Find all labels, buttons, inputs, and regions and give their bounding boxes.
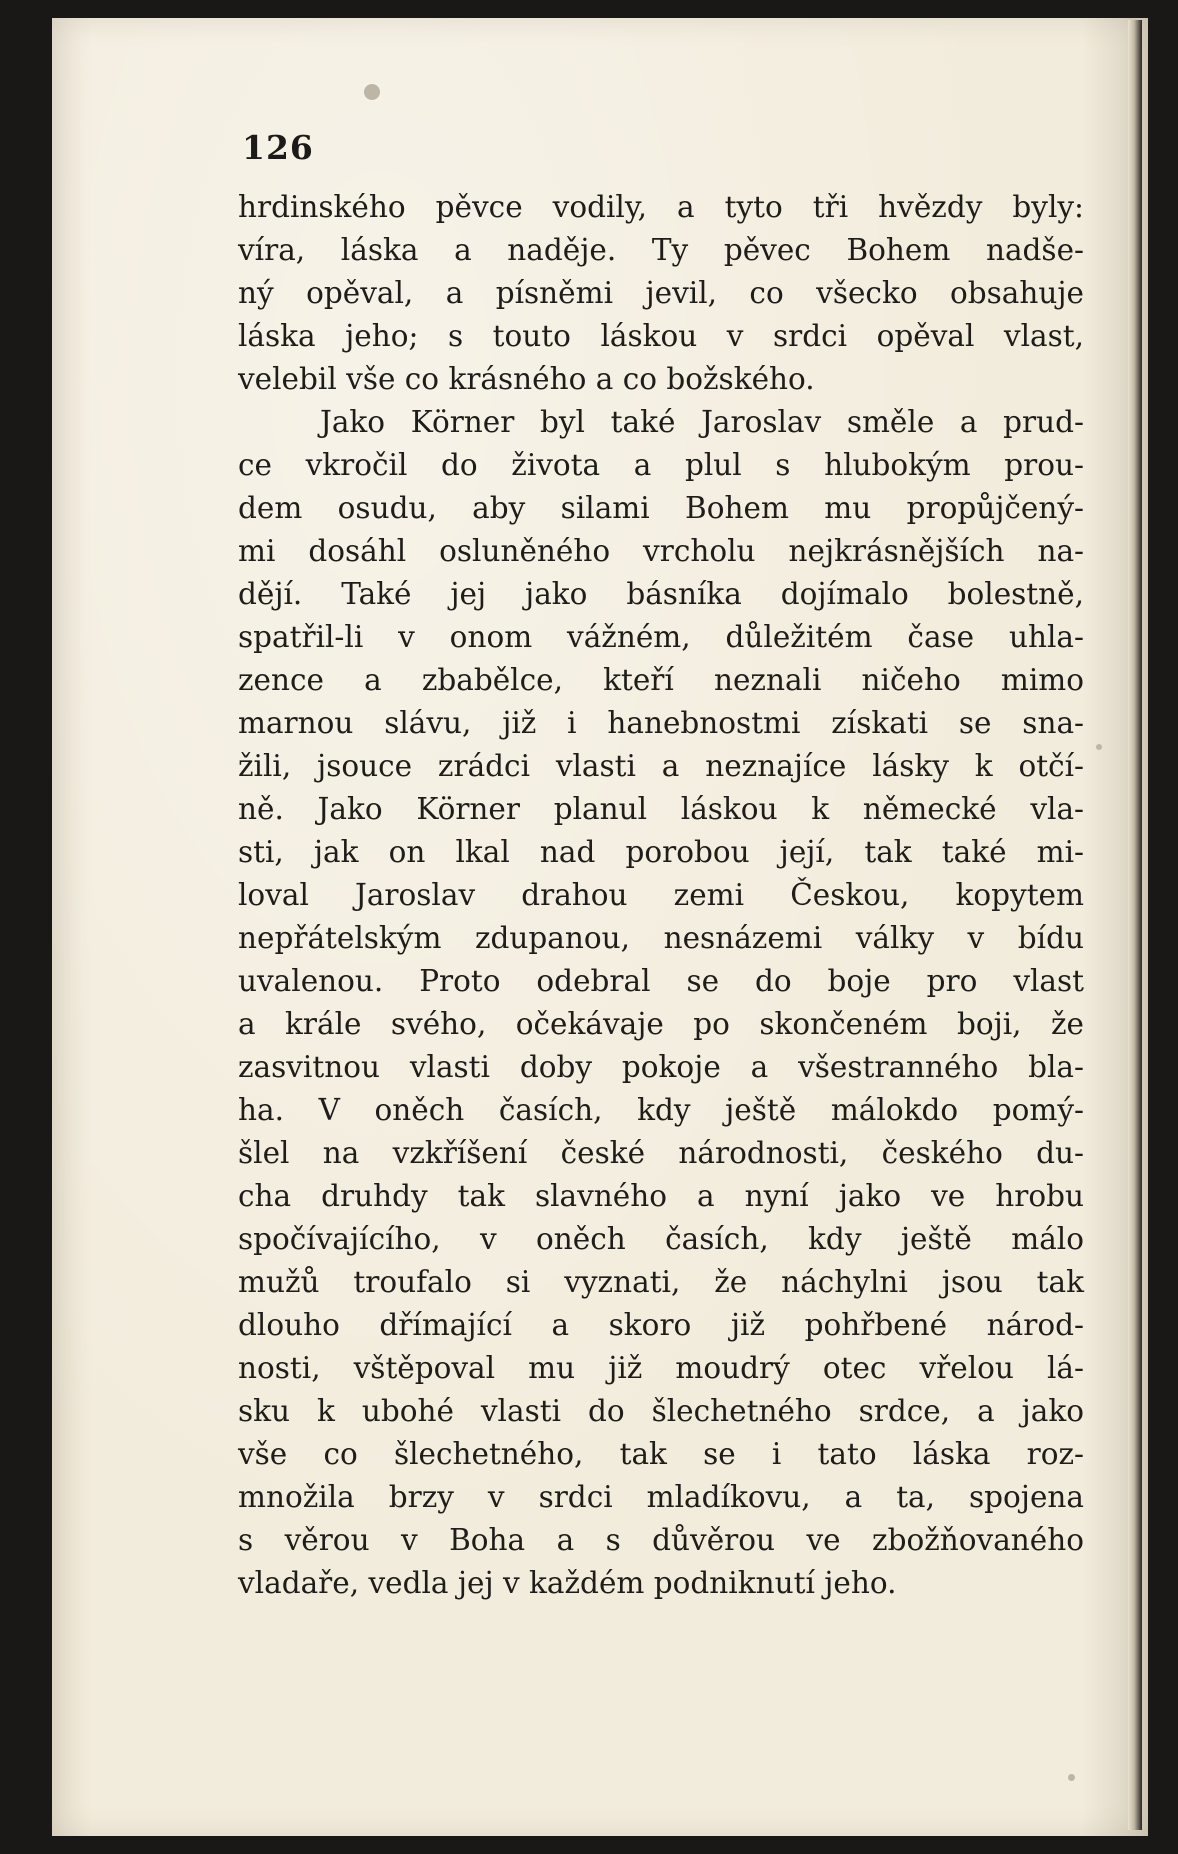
text-line: uvalenou. Proto odebral se do boje pro vlast	[238, 964, 1084, 998]
text-line: loval Jaroslav drahou zemi Českou, kopytem	[238, 878, 1084, 912]
text-line: Jako Körner byl také Jaroslav směle a prud-	[320, 405, 1084, 439]
text-line: zasvitnou vlasti doby pokoje a všestranného bla-	[238, 1050, 1084, 1084]
text-line: velebil vše co krásného a co božského.	[238, 362, 815, 396]
text-line: zence a zbabělce, kteří neznali ničeho mimo	[238, 663, 1084, 697]
text-line: mi dosáhl osluněného vrcholu nejkrásnějších na-	[238, 534, 1084, 568]
text-line: láska jeho; s touto láskou v srdci opěval vlast,	[238, 319, 1084, 353]
paper-speck	[1096, 744, 1102, 750]
text-line: sti, jak on lkal nad porobou její, tak také mi-	[238, 835, 1084, 869]
text-line: ně. Jako Körner planul láskou k německé vla-	[238, 792, 1084, 826]
text-line: a krále svého, očekávaje po skončeném boji, že	[238, 1007, 1084, 1041]
text-line: sku k ubohé vlasti do šlechetného srdce, a jako	[238, 1394, 1084, 1428]
text-line: množila brzy v srdci mladíkovu, a ta, spojena	[238, 1480, 1084, 1514]
text-line: nosti, vštěpoval mu již moudrý otec vřelou lá-	[238, 1351, 1084, 1385]
text-line: nepřátelským zdupanou, nesnázemi války v bídu	[238, 921, 1084, 955]
page-edge	[1128, 20, 1142, 1830]
text-line: dlouho dřímající a skoro již pohřbené národ-	[238, 1308, 1084, 1342]
text-line: vladaře, vedla jej v každém podniknutí jeho.	[238, 1566, 897, 1600]
body-text	[238, 186, 1084, 1605]
text-line: vše co šlechetného, tak se i tato láska roz-	[238, 1437, 1084, 1471]
text-line: ný opěval, a písněmi jevil, co všecko obsahuje	[238, 276, 1084, 310]
text-line: spatřil-li v onom vážném, důležitém čase uhla-	[238, 620, 1084, 654]
paper-speck	[364, 84, 380, 100]
text-line: marnou slávu, již i hanebnostmi získati se sna-	[238, 706, 1084, 740]
text-line: žili, jsouce zrádci vlasti a neznajíce lásky k otčí-	[238, 749, 1084, 783]
text-line: dějí. Také jej jako básníka dojímalo bolestně,	[238, 577, 1084, 611]
text-line: spočívajícího, v oněch časích, kdy ještě málo	[238, 1222, 1084, 1256]
paper-speck	[1068, 1774, 1075, 1781]
text-line: mužů troufalo si vyznati, že náchylni jsou tak	[238, 1265, 1084, 1299]
text-line: víra, láska a naděje. Ty pěvec Bohem nadše-	[238, 233, 1084, 267]
text-line: šlel na vzkříšení české národnosti, českého du-	[238, 1136, 1084, 1170]
text-line: s věrou v Boha a s důvěrou ve zbožňovaného	[238, 1523, 1084, 1557]
page-number: 126	[242, 128, 314, 167]
text-line: cha druhdy tak slavného a nyní jako ve hrobu	[238, 1179, 1084, 1213]
text-line: ha. V oněch časích, kdy ještě málokdo pomý-	[238, 1093, 1084, 1127]
text-line: ce vkročil do života a plul s hlubokým prou-	[238, 448, 1084, 482]
text-line: hrdinského pěvce vodily, a tyto tři hvězdy byly:	[238, 190, 1084, 224]
text-line: dem osudu, aby silami Bohem mu propůjčený-	[238, 491, 1084, 525]
